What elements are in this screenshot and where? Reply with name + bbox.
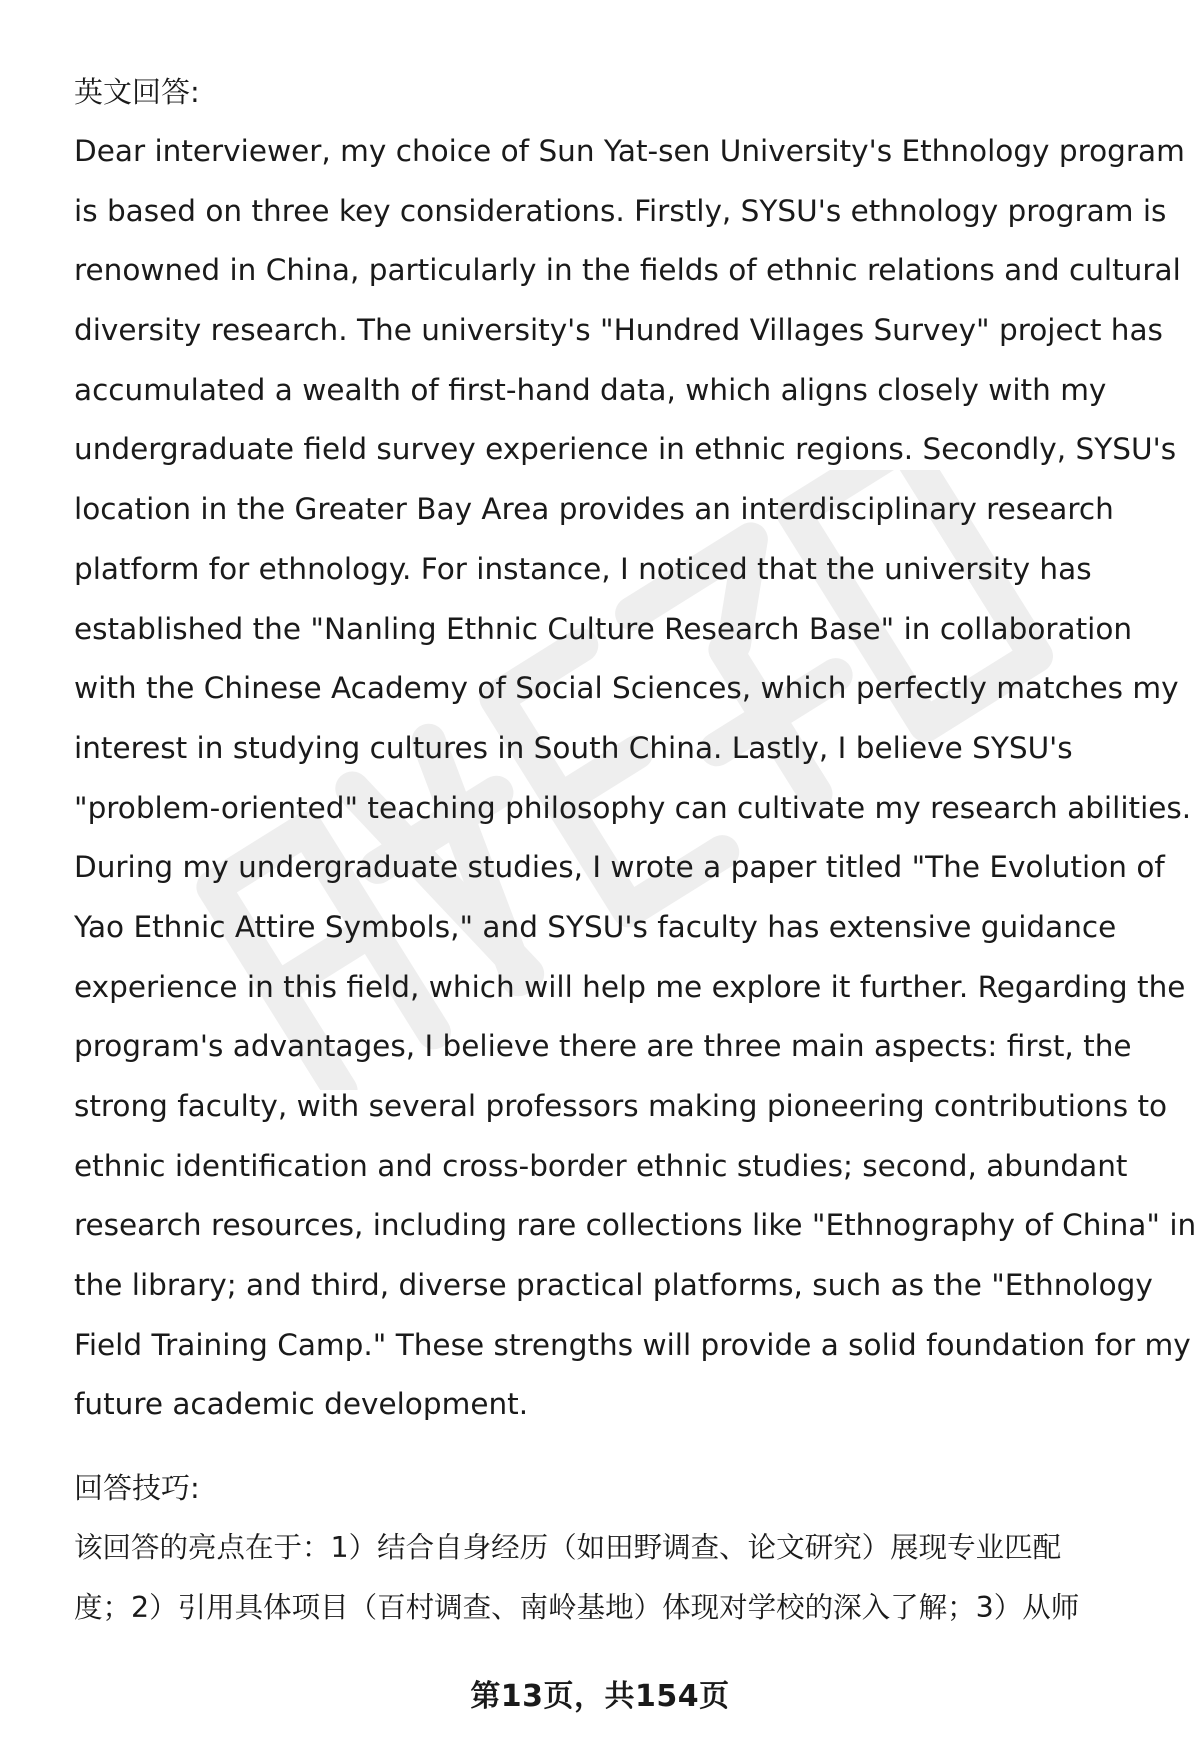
tips-paragraph [74,1518,1154,1637]
answer-line: program's advantages, I believe there are three main aspects: first, the [74,1029,1132,1064]
tips-section-label: 回答技巧: [74,1471,200,1506]
answer-line: with the Chinese Academy of Social Sciences, which perfectly matches my [74,671,1179,706]
answer-line: platform for ethnology. For instance, I noticed that the university has [74,551,1092,586]
answer-line: Yao Ethnic Attire Symbols," and SYSU's faculty has extensive guidance [74,909,1117,944]
answer-line: ethnic identification and cross-border ethnic studies; second, abundant [74,1148,1128,1183]
answer-line: the library; and third, diverse practical platforms, such as the "Ethnology [74,1268,1153,1303]
answer-line: strong faculty, with several professors making pioneering contributions to [74,1089,1168,1123]
answer-line: accumulated a wealth of first-hand data, which aligns closely with my [74,372,1107,407]
answer-line: established the "Nanling Ethnic Culture Research Base" in collaboration [74,611,1133,646]
answer-line: renowned in China, particularly in the fields of ethnic relations and cultural [74,253,1181,288]
page-content [74,62,1197,1638]
tips-line: 度；2）引用具体项目（百村调查、南岭基地）体现对学校的深入了解；3）从师 [74,1590,1080,1624]
answer-line: "problem-oriented" teaching philosophy can cultivate my research abilities. [74,790,1192,825]
answer-line: experience in this field, which will help me explore it further. Regarding the [74,969,1186,1004]
answer-line: Dear interviewer, my choice of Sun Yat-sen University's Ethnology program [74,134,1185,168]
answer-line: diversity research. The university's "Hundred Villages Survey" project has [74,313,1163,348]
answer-line: future academic development. [74,1387,529,1422]
answer-line: location in the Greater Bay Area provides an interdisciplinary research [74,492,1114,527]
tips-line: 该回答的亮点在于：1）结合自身经历（如田野调查、论文研究）展现专业匹配 [74,1531,1062,1565]
answer-line: is based on three key considerations. Firstly, SYSU's ethnology program is [74,193,1167,228]
answer-line: interest in studying cultures in South China. Lastly, I believe SYSU's [74,730,1073,765]
answer-line: Field Training Camp." These strengths will provide a solid foundation for my [74,1327,1191,1362]
page-footer: 第13页，共154页 [470,1679,730,1714]
answer-line: During my undergraduate studies, I wrote a paper titled "The Evolution of [74,850,1165,885]
answer-line: undergraduate field survey experience in ethnic regions. Secondly, SYSU's [74,432,1177,467]
answer-section-label: 英文回答: [74,75,200,109]
answer-paragraph [74,122,1197,1435]
answer-line: research resources, including rare collections like "Ethnography of China" in [74,1208,1197,1243]
